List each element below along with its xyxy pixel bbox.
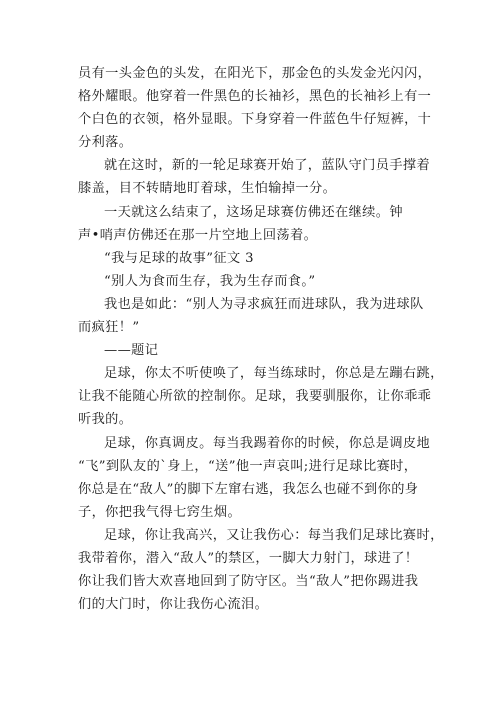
- text-line: 让我不能随心所欲的控制你。足球，我要驯服你，让你乖乖: [78, 389, 432, 405]
- text-line: 员有一头金色的头发，在阳光下，那金色的头发金光闪闪，: [78, 66, 432, 81]
- text-line: 膝盖，目不转睛地盯着球，生怕输掉一分。: [78, 181, 337, 197]
- text-line: 而疯狂！”: [78, 320, 140, 336]
- text-line: 我也是如此：“别人为寻求疯狂而进球队，我为进球队: [104, 296, 424, 312]
- text-line: “别人为食而生存，我为生存而食。”: [104, 273, 316, 289]
- text-line: 声•哨声仿佛还在那一片空地上回荡着。: [78, 227, 318, 243]
- text-line: 足球，你太不听使唤了，每当练球时，你总是左蹦右跳，: [104, 366, 444, 382]
- essay-body: [78, 62, 444, 616]
- text-line: 个白色的衣领，格外显眼。下身穿着一件蓝色牛仔短裤，十: [78, 112, 432, 128]
- text-line: 足球，你让我高兴，又让我伤心：每当我们足球比赛时，: [104, 527, 444, 543]
- text-line: “飞”到队友的`身上，“送”他一声哀叫;进行足球比赛时，: [78, 458, 418, 474]
- text-line: ——题记: [104, 343, 159, 359]
- text-line: 们的大门时，你让我伤心流泪。: [78, 597, 269, 613]
- text-line: 就在这时，新的一轮足球赛开始了，蓝队守门员手撑着: [104, 158, 431, 174]
- text-line: 一天就这么结束了，这场足球赛仿佛还在继续。钟: [104, 204, 403, 220]
- text-line: 听我的。: [78, 412, 133, 428]
- text-line: “我与足球的故事”征文 3: [104, 250, 254, 266]
- text-line: 你总是在“敌人”的脚下左窜右逃，我怎么也碰不到你的身: [78, 481, 419, 497]
- text-line: 足球，你真调皮。每当我踢着你的时候，你总是调皮地: [104, 435, 431, 451]
- text-line: 格外耀眼。他穿着一件黑色的长袖衫，黑色的长袖衫上有一: [78, 89, 432, 105]
- text-line: 分利落。: [78, 135, 133, 151]
- text-line: 子，你把我气得七窍生烟。: [78, 504, 242, 520]
- text-line: 我带着你，潜入“敌人”的禁区，一脚大力射门，球进了！: [78, 550, 419, 566]
- text-line: 你让我们皆大欢喜地回到了防守区。当“敌人”把你踢进我: [78, 574, 419, 590]
